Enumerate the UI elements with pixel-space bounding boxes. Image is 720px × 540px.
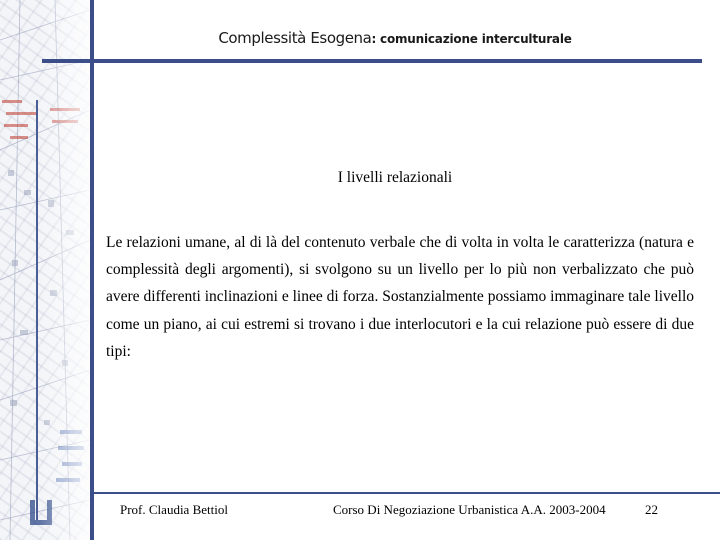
section-title: I livelli relazionali (337, 169, 453, 186)
body-paragraph: Le relazioni umane, al di là del contenuto verbale che di volta in volta le caratterizza (natura e complessità degli argomenti), si svolgono su un livello per lo più non verbalizzato che può avere differenti inclinazioni e linee di forza. Sostanzialmente possiamo immaginare tale livello come un piano, ai cui estremi si trovano i due interlocutori e la cui relazione può essere di due tipi: (106, 234, 694, 360)
header-rule (42, 59, 702, 63)
slide-header (95, 28, 695, 47)
decorative-map-background (0, 0, 92, 540)
header-title-main: Complessità Esogena (218, 29, 372, 47)
inner-vertical-rule (36, 100, 38, 520)
footer-rule (92, 492, 720, 494)
footer-course: Corso Di Negoziazione Urbanistica A.A. 2003-2004 (333, 502, 606, 517)
map-fade-overlay (40, 0, 92, 540)
outer-vertical-rule (90, 0, 94, 540)
footer-author: Prof. Claudia Bettiol (120, 502, 228, 517)
header-title-sub: : comunicazione interculturale (371, 32, 572, 46)
page-number: 22 (645, 502, 658, 517)
